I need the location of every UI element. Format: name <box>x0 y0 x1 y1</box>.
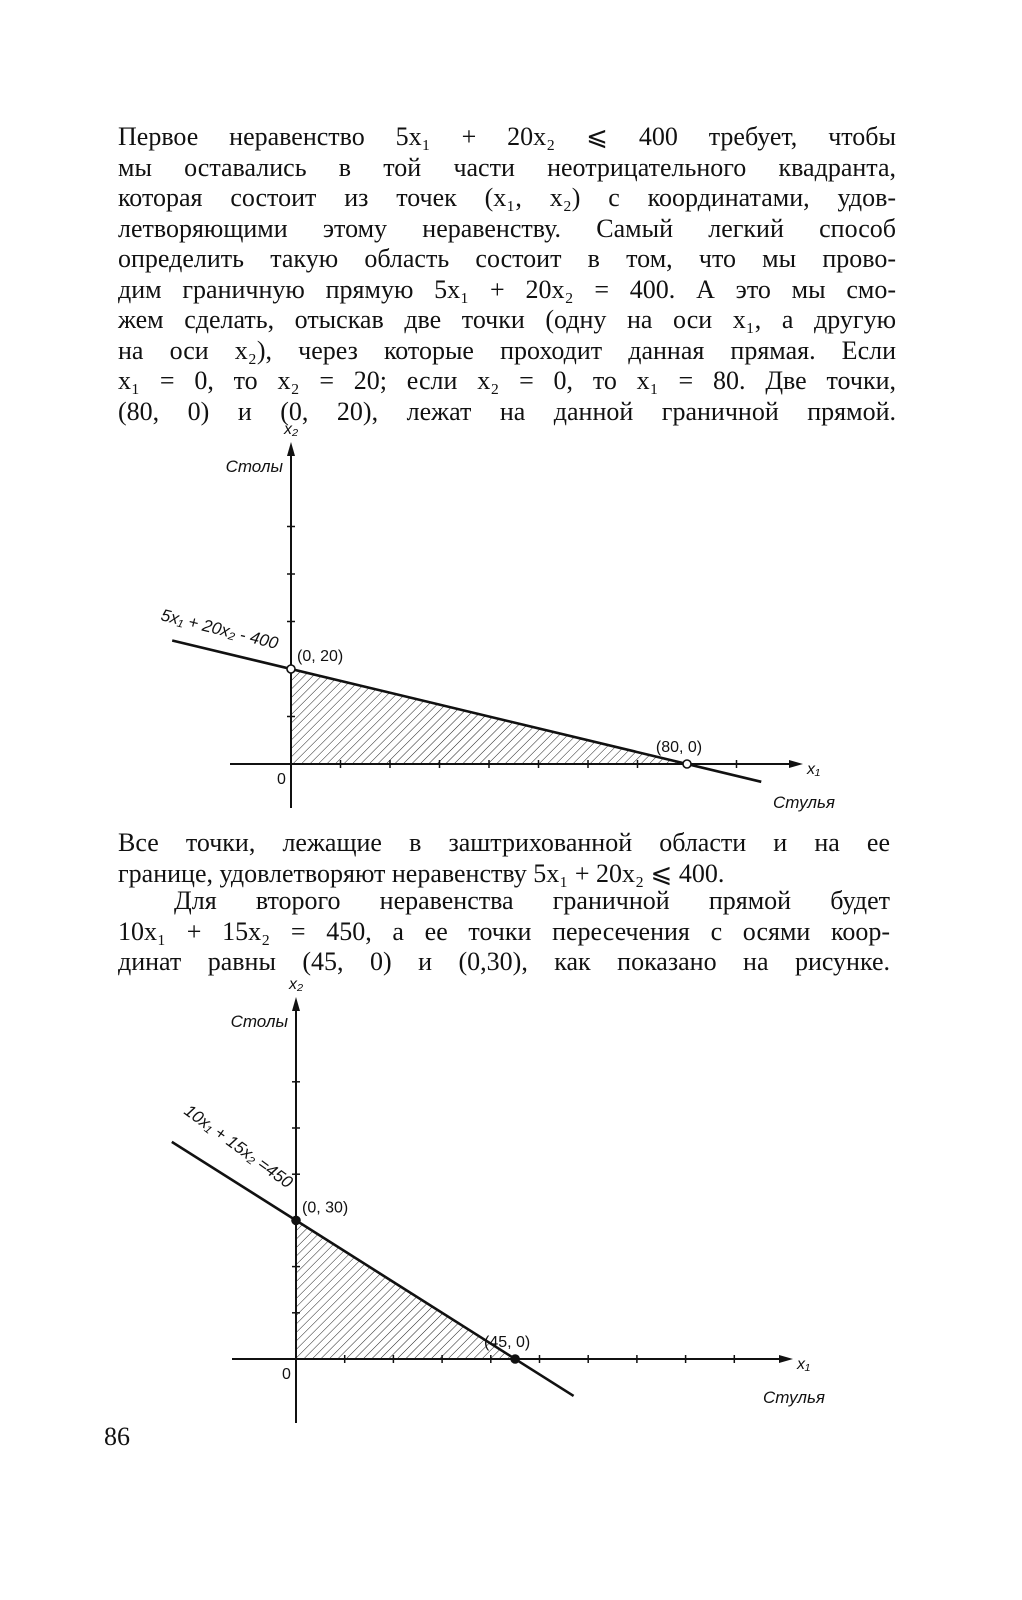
x-axis-arrow <box>789 760 803 768</box>
chart-second-inequality <box>0 975 1022 1435</box>
paragraph-shaded-region <box>118 828 890 889</box>
text-line: летворяющими этому неравенству. Самый легкий способ <box>118 213 896 243</box>
label-y-intercept: (0, 20) <box>297 648 344 665</box>
chart-first-inequality <box>0 420 1022 825</box>
boundary-line-label: 5x₁ + 20x₂ - 400 <box>159 605 281 653</box>
text-line: которая состоит из точек (x₁, x₂) с координатами, удов- <box>118 183 896 212</box>
x-axis-arrow <box>779 1355 793 1363</box>
origin-label: 0 <box>282 1366 291 1383</box>
text-line: x₁ = 0, то x₂ = 20; если x₂ = 0, то x₁ = 80. Две точки, <box>118 366 896 395</box>
label-y-intercept: (0, 30) <box>302 1199 349 1217</box>
figure-second-inequality <box>0 975 1022 1435</box>
text-line: определить такую область состоит в том, что мы прово- <box>118 244 896 273</box>
text-line: дим граничную прямую 5x₁ + 20x₂ = 400. А это мы смо- <box>118 274 896 304</box>
y-axis-name: x₂ <box>288 976 304 993</box>
text-line: Для второго неравенства граничной прямой будет <box>174 886 890 915</box>
paragraph-second-inequality <box>118 886 890 978</box>
point-y-intercept <box>292 1216 300 1224</box>
figure-first-inequality <box>0 420 1022 825</box>
text-line: 10x₁ + 15x₂ = 450, а ее точки пересечения с осями коор- <box>118 916 890 946</box>
text-line: на оси x₂), через которые проходит данная прямая. Если <box>118 335 896 365</box>
x-axis-title: Стулья <box>763 1388 825 1407</box>
x-axis-name: x₁ <box>797 1356 811 1373</box>
label-x-intercept: (45, 0) <box>484 1334 531 1351</box>
y-axis-title: Столы <box>225 457 283 476</box>
point-x-intercept <box>683 760 691 768</box>
point-x-intercept <box>511 1355 519 1363</box>
y-axis-arrow <box>292 997 300 1011</box>
text-line: границе, удовлетворяют неравенству 5x₁ + 20x₂ ⩽ 400. <box>118 858 725 888</box>
text-line: жем сделать, отыскав две точки (одну на оси x₁, а другую <box>118 305 896 334</box>
text-line: (80, 0) и (0, 20), лежат на данной граничной прямой. <box>118 396 896 426</box>
x-axis-name: x₁ <box>807 761 821 778</box>
boundary-line-label: 10x₁ + 15x₂ =450 <box>180 1100 297 1193</box>
y-axis-name: x₂ <box>283 421 299 438</box>
text-line: Первое неравенство 5x₁ + 20x₂ ⩽ 400 требует, чтобы <box>118 122 896 151</box>
page-number: 86 <box>104 1422 130 1451</box>
y-axis-arrow <box>287 442 295 456</box>
text-line: мы оставались в той части неотрицательного квадранта, <box>118 152 896 182</box>
paragraph-first-inequality <box>118 122 896 427</box>
y-axis-title: Столы <box>230 1012 288 1031</box>
x-axis-title: Стулья <box>773 793 835 812</box>
text-line: динат равны (45, 0) и (0,30), как показано на рисунке. <box>118 947 890 976</box>
point-y-intercept <box>287 665 295 673</box>
text-line: Все точки, лежащие в заштрихованной области и на ее <box>118 828 890 857</box>
label-x-intercept: (80, 0) <box>655 739 703 756</box>
origin-label: 0 <box>277 771 286 788</box>
